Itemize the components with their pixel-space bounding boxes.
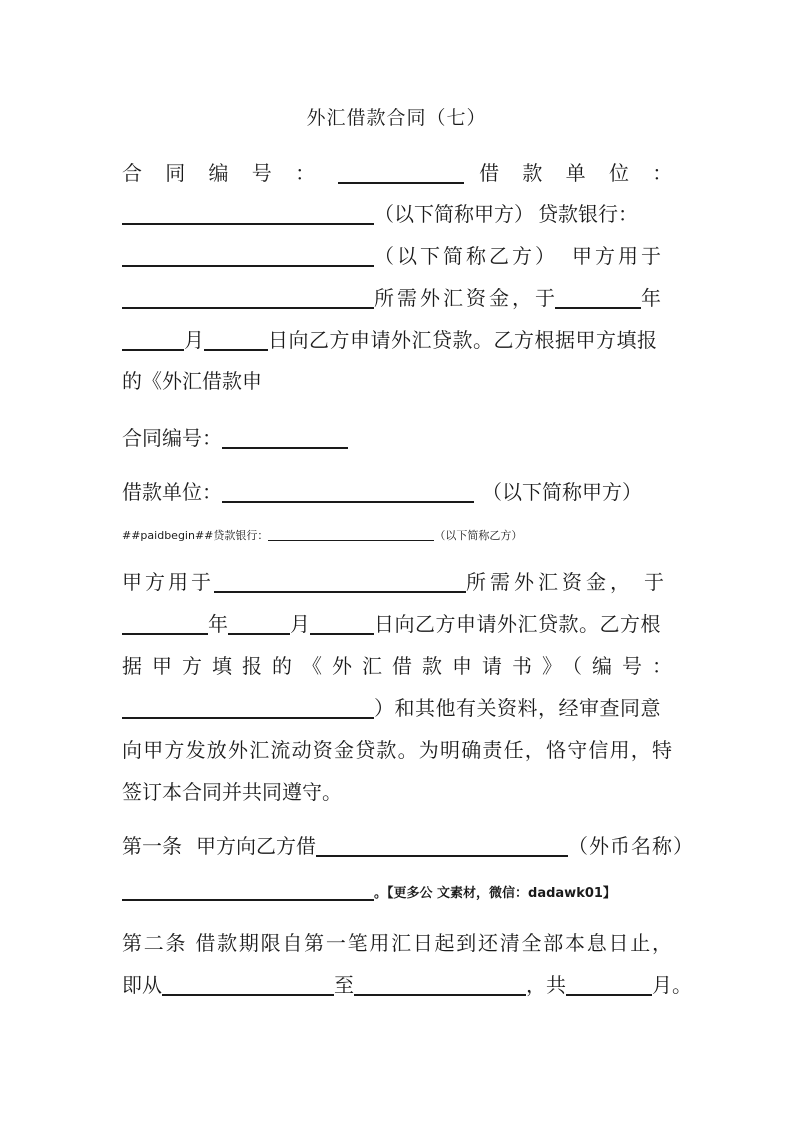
bank-suffix: （以下简称乙方） (434, 529, 523, 542)
text: ）和其他有关资料，经审查同意 (374, 696, 661, 720)
text: 日向乙方申请外汇贷款。乙方根 (374, 612, 661, 636)
purpose-line (122, 568, 672, 596)
paragraph-line: 签订本合同并共同遵守。 (122, 780, 342, 804)
loan-amount-field[interactable] (316, 833, 568, 857)
date-line (122, 610, 672, 638)
borrower-field[interactable] (222, 479, 474, 503)
char: ： (295, 161, 324, 185)
text: 所需外汇资金， (374, 286, 535, 310)
day-field[interactable] (310, 611, 374, 635)
text: 月。 (652, 973, 692, 997)
text: 年 (641, 286, 661, 310)
char: 款 (522, 161, 551, 185)
text: 月 (184, 328, 204, 352)
contract-number-field[interactable] (222, 425, 348, 449)
promo-notice: 。【更多公 文素材，微信：dadawk01】 (374, 886, 616, 901)
text: ，共 (526, 973, 566, 997)
text: 贷款银行： (538, 202, 638, 226)
purpose-field[interactable] (214, 569, 466, 593)
contract-number-blank[interactable] (338, 160, 464, 184)
term-line (122, 971, 692, 999)
text: 借款期限自第一笔用汇日起到还清全部本息日止， (195, 931, 673, 955)
paragraph-line: 向甲方发放外汇流动资金贷款。为明确责任，恪守信用，特 (122, 738, 672, 762)
contract-number-label: 合同编号： (122, 426, 222, 450)
text: 月 (290, 612, 310, 636)
header-line-4 (122, 284, 672, 312)
end-date-field[interactable] (354, 972, 526, 996)
text: 即从 (122, 973, 162, 997)
month-blank[interactable] (122, 327, 184, 351)
text: 甲方用于 (572, 244, 664, 268)
char: 借 (479, 161, 508, 185)
article-2-line (122, 929, 672, 957)
bank-blank[interactable] (122, 243, 374, 267)
text: （外币名称） (568, 834, 694, 858)
text: （以下简称乙方） (374, 244, 558, 268)
text: 于 (644, 570, 664, 594)
bank-line (122, 528, 672, 544)
char: 位 (608, 161, 638, 185)
months-field[interactable] (566, 972, 652, 996)
contract-number-line (122, 424, 672, 452)
article-2-heading: 第二条 (122, 931, 188, 955)
currency-line (122, 876, 672, 904)
document-title: 外汇借款合同（七） (306, 107, 487, 129)
article-1-line (122, 832, 694, 860)
currency-field[interactable] (122, 877, 374, 901)
char: ： (652, 161, 673, 185)
char: 编 (208, 161, 237, 185)
header-line-1 (122, 159, 672, 187)
bank-field[interactable] (268, 530, 434, 541)
text: 所需外汇资金， (466, 570, 634, 594)
year-field[interactable] (122, 611, 208, 635)
text: （以下简称甲方） (374, 202, 534, 226)
article-1-heading: 第一条 (122, 834, 182, 858)
text: 日向乙方申请外汇贷款。乙方根据甲方填报 (268, 328, 658, 352)
char: 单 (565, 161, 595, 185)
start-date-field[interactable] (162, 972, 334, 996)
purpose-blank[interactable] (122, 285, 374, 309)
text: 年 (208, 612, 228, 636)
month-field[interactable] (228, 611, 290, 635)
text: 甲方用于 (122, 570, 214, 594)
borrower-suffix: （以下简称甲方） (482, 480, 642, 504)
char: 合 (122, 161, 151, 185)
application-number-line (122, 694, 672, 722)
text: 于 (535, 286, 555, 310)
application-number-field[interactable] (122, 695, 374, 719)
header-line-3 (122, 242, 672, 270)
borrower-label: 借款单位： (122, 480, 222, 504)
header-line-2 (122, 200, 672, 228)
year-blank[interactable] (555, 285, 641, 309)
borrower-line (122, 478, 672, 506)
application-line: 据甲方填报的《外汇借款申请书》（编号： (122, 654, 672, 678)
char: 同 (165, 161, 194, 185)
char: 号 (251, 161, 281, 185)
borrower-blank[interactable] (122, 201, 374, 225)
header-line-5 (122, 326, 672, 354)
bank-label: ##paidbegin##贷款银行： (122, 529, 269, 542)
day-blank[interactable] (204, 327, 268, 351)
text: 至 (334, 973, 354, 997)
text: 甲方向乙方借 (196, 834, 316, 858)
header-line-6: 的《外汇借款申 (122, 369, 262, 393)
